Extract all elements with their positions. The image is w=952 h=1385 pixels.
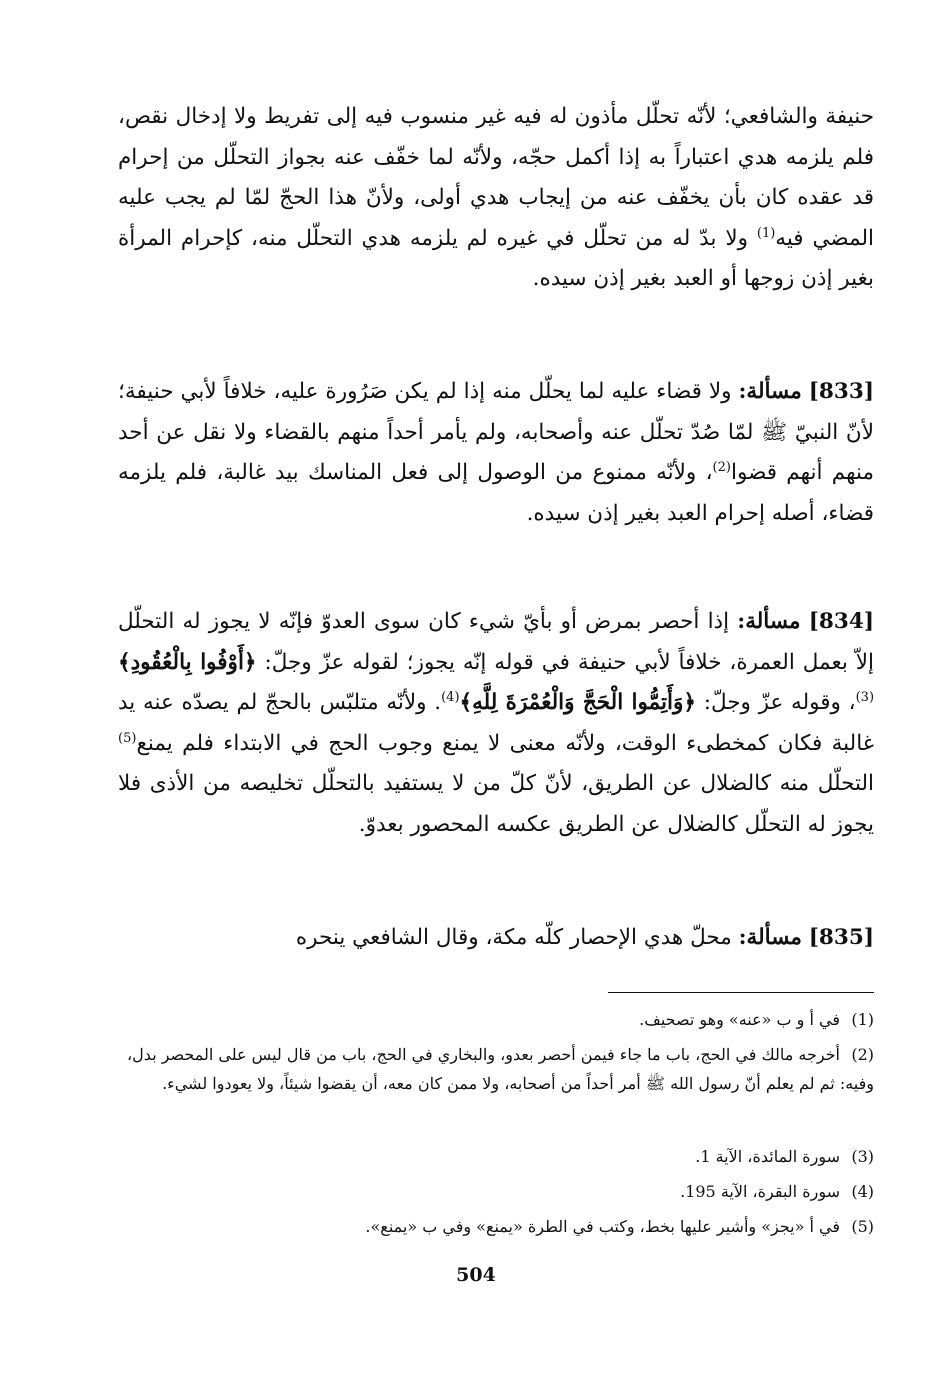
footnote-ref: (2): [712, 459, 731, 475]
footnote: [118, 1177, 874, 1206]
footnote-text: أخرجه مالك في الحج، باب ما جاء فيمن أحصر بعدو، والبخاري في الحج، باب من قال ليس على المحصر بدل، وفيه: ثم لم يعلم أنّ رسول الله ﷺ أمر أحداً من أصحابه، ولا ممن كان معه، أن يقضوا شيئاً، ولا يعودوا لشيء.: [127, 1045, 874, 1093]
footnote-ref: (1): [756, 225, 776, 241]
paragraph-text: التحلّل منه كالضلال عن الطريق، لأنّ كلّ من لا يستفيد بالتحلّل تخليصه من الأذى فلا يجوز له التحلّل كالضلال عن الطريق عكسه المحصور بعدوّ.: [118, 771, 874, 837]
paragraph-text: ولا بدّ له من تحلّل في غيره لم يلزمه هدي التحلّل منه، كإحرام المرأة بغير إذن زوجها أو العبد بغير إذن سيده.: [118, 225, 874, 291]
issue-835: [118, 918, 874, 959]
issue-833: [118, 372, 874, 534]
footnote-number: (2): [851, 1045, 874, 1064]
footnote-divider: [608, 992, 874, 993]
footnote-number: (3): [851, 1147, 874, 1166]
footnote-text: في أ «يجز» وأشير عليها بخط، وكتب في الطرة «يمنع» وفي ب «يمنع».: [365, 1217, 840, 1236]
issue-keyword: مسألة:: [738, 925, 802, 950]
paragraph-text: إذا أحصر بمرض أو بأيّ شيء كان سوى العدوّ فإنّه لا يجوز له التحلّل إلاّ بعمل العمرة، خلافاً لأبي حنيفة في قوله إنّه يجوز؛ لقوله عزّ وجلّ:: [118, 609, 874, 675]
footnote-number: (1): [851, 1010, 874, 1029]
footnote: [118, 1212, 874, 1241]
footnote-text: في أ و ب «عنه» وهو تصحيف.: [639, 1010, 840, 1029]
issue-keyword: مسألة:: [737, 609, 801, 634]
paragraph-text: . ولأنّه متلبّس بالحجّ لم يصدّه عنه يد غالبة فكان كمخطىء الوقت، ولأنّه معنى لا يمنع وجوب الحج في الابتداء فلم يمنع: [118, 690, 874, 756]
footnote-text: سورة المائدة، الآية 1.: [695, 1147, 840, 1166]
quran-quote: ﴿وَأَتِمُّوا الْحَجَّ وَالْعُمْرَةَ لِلَّهِ﴾: [459, 690, 696, 715]
issue-834: [118, 602, 874, 845]
issue-keyword: مسألة:: [738, 379, 802, 404]
footnote-text: سورة البقرة، الآية 195.: [680, 1182, 840, 1201]
paragraph-text: حنيفة والشافعي؛ لأنّه تحلّل مأذون له فيه غير منسوب فيه إلى تفريط ولا إدخال نقص، فلم يلزمه هدي اعتباراً به إذا أكمل حجّه، ولأنّه لما خفّف عنه بجواز التحلّل من إحرام قد عقده كان بأن يخفّف عنه من إيجاب هدي أولى، ولأنّ هذا الحجّ لمّا لم يجب عليه المضي فيه: [118, 104, 874, 251]
footnote-ref: (3): [855, 689, 875, 705]
footnote-ref: (5): [118, 730, 137, 746]
footnote: [118, 1040, 874, 1098]
paragraph-text: ولا قضاء عليه لما يحلّل منه إذا لم يكن صَرُورة عليه، خلافاً لأبي حنيفة؛ لأنّ النبيّ ﷺ لمّا صُدّ تحلّل عنه وأصحابه، ولم يأمر أحداً منهم بالقضاء ولا نقل عن أحد منهم أنهم قضوا: [118, 379, 874, 485]
footnote-ref: (4): [441, 689, 460, 705]
paragraph-text: محلّ هدي الإحصار كلّه مكة، وقال الشافعي ينحره: [295, 925, 739, 950]
issue-number: [834]: [808, 609, 874, 634]
quran-quote: ﴿أَوْفُوا بِالْعُقُودِ﴾: [118, 649, 257, 675]
page-number: 504: [456, 1264, 496, 1286]
footnote: [118, 1005, 874, 1034]
footnote: [118, 1142, 874, 1171]
footnote-number: (4): [851, 1182, 874, 1201]
paragraph-continuation: [118, 97, 874, 300]
paragraph-text: ، ولأنّه ممنوع من الوصول إلى فعل المناسك بيد غالبة، فلم يلزمه قضاء، أصله إحرام العبد بغير إذن سيده.: [118, 460, 874, 526]
issue-number: [835]: [808, 925, 874, 950]
issue-number: [833]: [808, 379, 874, 404]
paragraph-text: ، وقوله عزّ وجلّ:: [696, 690, 856, 715]
footnote-number: (5): [851, 1217, 874, 1236]
